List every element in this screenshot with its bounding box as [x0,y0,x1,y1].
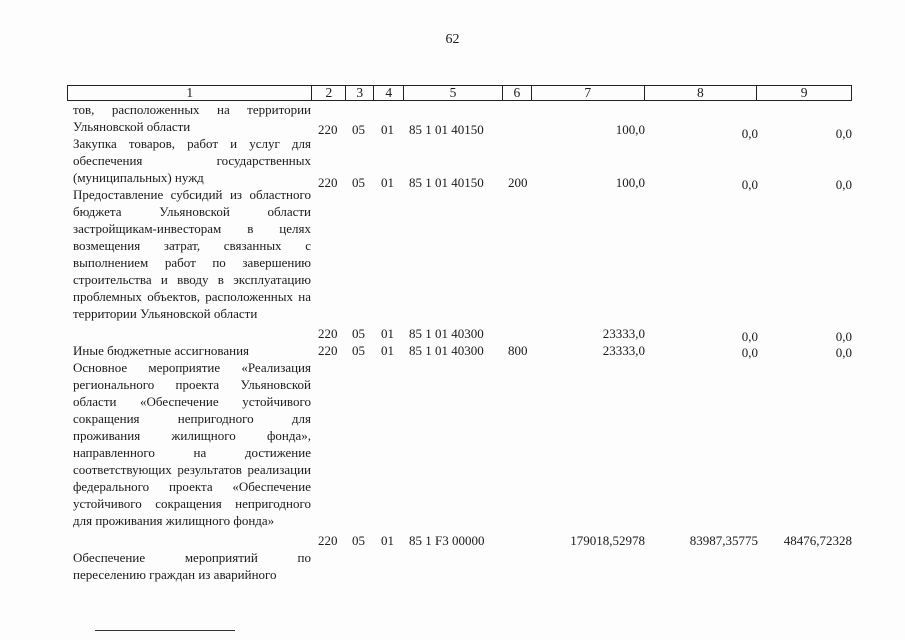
row-col-5: 85 1 01 40300 [409,326,484,341]
row-col-7: 23333,0 [602,326,645,341]
row-col-8: 83987,35775 [689,533,758,548]
row-col-7: 179018,52978 [570,533,645,548]
row-col-9: 0,0 [835,177,852,192]
table-row [67,101,852,141]
row-col-9: 0,0 [835,329,852,344]
header-col-1: 1 [68,86,312,100]
table-row [67,549,852,583]
row-col-5: 85 1 01 40300 [409,343,484,358]
page-number: 62 [445,32,460,47]
row-col-8: 0,0 [741,345,758,360]
row-col-2: 220 [318,175,338,190]
row-col-2: 220 [318,122,338,137]
header-col-2: 2 [312,86,346,100]
row-col-3: 05 [352,343,365,358]
row-col-8: 0,0 [741,329,758,344]
row-col-9: 0,0 [835,126,852,141]
row-col-4: 01 [381,326,394,341]
row-col-4: 01 [381,343,394,358]
row-col-5: 85 1 F3 00000 [409,533,485,548]
row-col-4: 01 [381,533,394,548]
row-col-2: 220 [318,533,338,548]
row-col-2: 220 [318,343,338,358]
row-col-3: 05 [352,175,365,190]
row-col-3: 05 [352,533,365,548]
row-col-4: 01 [381,175,394,190]
row-col-9: 0,0 [835,345,852,360]
table-row [67,342,852,359]
row-col-5: 85 1 01 40150 [409,122,484,137]
row-col-4: 01 [381,122,394,137]
row-col-2: 220 [318,326,338,341]
header-col-3: 3 [346,86,374,100]
row-col-7: 100,0 [615,122,645,137]
table-row [67,135,852,192]
row-col-6: 800 [508,343,528,358]
row-col-8: 0,0 [741,177,758,192]
header-col-9: 9 [800,85,808,100]
row-col-3: 05 [352,326,365,341]
row-col-8: 0,0 [741,126,758,141]
row-name: тов, расположенных на территории Ульяновской области [73,102,311,134]
header-col-8: 8 [645,86,758,100]
footnote-divider [95,630,235,631]
table-header [67,85,852,101]
header-col-4: 4 [374,86,404,100]
header-col-5: 5 [404,86,503,100]
row-col-3: 05 [352,122,365,137]
row-col-6: 200 [508,175,528,190]
row-col-7: 100,0 [615,175,645,190]
row-col-5: 85 1 01 40150 [409,175,484,190]
header-col-7: 7 [532,86,645,100]
row-name: Обеспечение мероприятий по переселению граждан из аварийного [73,550,311,582]
table-row [67,186,852,344]
header-col-6: 6 [503,86,532,100]
row-col-7: 23333,0 [602,343,645,358]
row-name: Основное мероприятие «Реализация регионального проекта Ульяновской области «Обеспечение устойчивого сокращения непригодного для проживания жилищного фонда», направленного на достижение соответствующих результатов реализации федерального проекта «Обеспечение устойчивого сокращения непригодного для проживания жилищного фонда» [73,360,311,528]
table-row [67,359,852,547]
row-name: Иные бюджетные ассигнования [73,343,250,358]
row-name: Предоставление субсидий из областного бюджета Ульяновской области застройщикам-инвесторам в целях возмещения затрат, связанных с выполнением работ по завершению строительства и вводу в эксплуатацию проблемных объектов, расположенных на территории Ульяновской области [73,187,311,321]
row-col-9: 48476,72328 [783,533,852,548]
row-name: Закупка товаров, работ и услуг для обеспечения государственных (муниципальных) нужд [73,136,311,185]
